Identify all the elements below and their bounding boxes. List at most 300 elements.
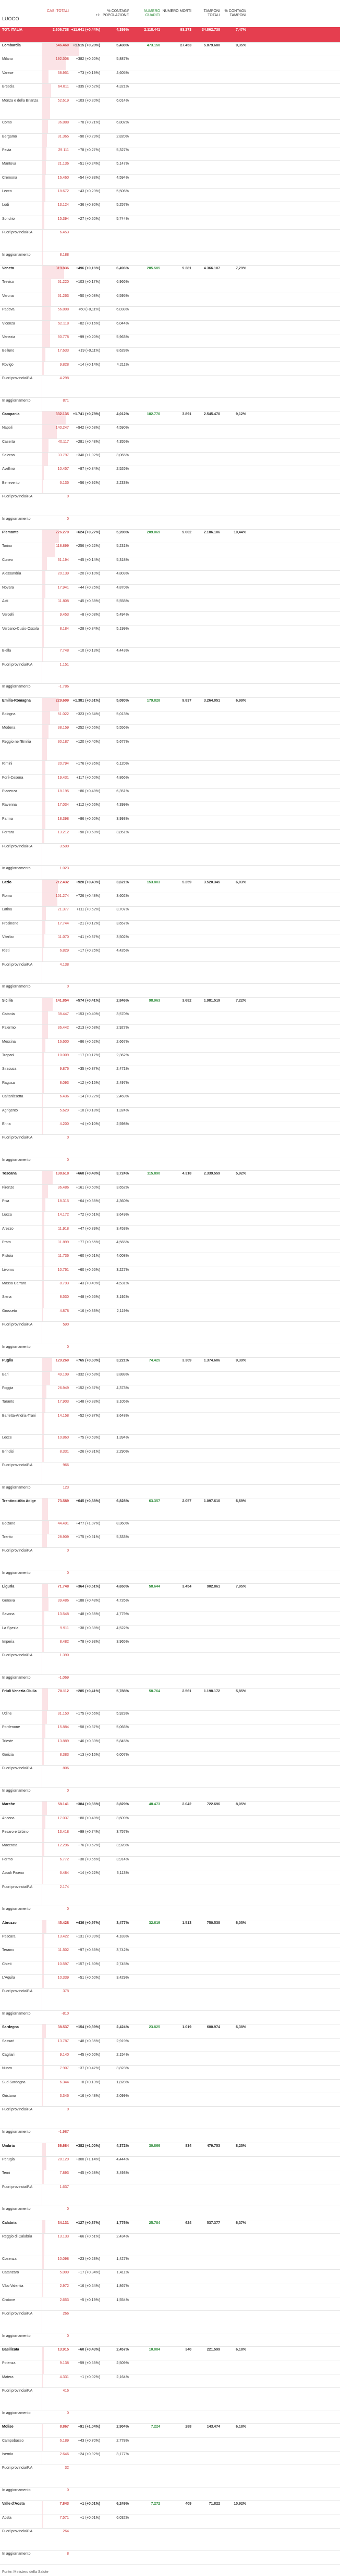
delta-value: +8 (+0,08%) [80, 613, 100, 617]
table-row [0, 1906, 340, 1920]
pct-tests-value: 6,99% [236, 698, 246, 703]
table-row [0, 1711, 340, 1724]
place-name: Friuli Venezia Giulia [2, 1690, 37, 1694]
pct-population-value: 2,927% [116, 1026, 129, 1030]
place-name: In aggiornamento [2, 517, 31, 521]
tests-value: 722.696 [207, 1803, 220, 1807]
cases-value: 3.500 [59, 844, 69, 848]
place-name: Varese [2, 71, 14, 75]
delta-value: +340 (+1,02%) [76, 454, 100, 458]
cases-value: 20.139 [57, 572, 69, 576]
place-name: Potenza [2, 2361, 16, 2366]
place-name: Napoli [2, 426, 13, 430]
delta-value: +112 (+0,66%) [76, 803, 100, 807]
delta-value: +154 (+0,39%) [76, 2025, 100, 2030]
place-name: Viterbo [2, 935, 14, 939]
cases-value: 13.787 [57, 2039, 69, 2043]
table-row [0, 1449, 340, 1462]
place-name: Umbria [2, 2144, 15, 2148]
table-row [0, 598, 340, 612]
place-name: In aggiornamento [2, 867, 31, 871]
deaths-value: 1.513 [182, 1921, 191, 1925]
cases-value: 11.918 [58, 1227, 69, 1231]
table-row [0, 56, 340, 70]
deaths-value: 5.259 [182, 880, 191, 884]
cases-value: 8.331 [59, 1449, 69, 1454]
cases-value: 18.398 [57, 817, 69, 821]
table-row [0, 761, 340, 774]
delta-value: +47 (+0,39%) [78, 1227, 100, 1231]
delta-value: +60 (+0,11%) [78, 308, 100, 312]
pct-population-value: 5,066% [116, 1725, 129, 1730]
cases-value: 2.606.738 [52, 28, 69, 32]
tests-value: 479.753 [207, 2144, 220, 2148]
cases-value: 13.548 [57, 1612, 69, 1617]
table-row [0, 321, 340, 334]
place-name: Macerata [2, 1844, 18, 1848]
place-name: Lucca [2, 1213, 12, 1217]
cases-value: 806 [63, 1767, 69, 1771]
delta-value: +45 (+0,50%) [78, 2053, 100, 2057]
header-pct-tamponi: % CONTAGI/ TAMPONI [224, 9, 246, 17]
cases-value: 9.140 [59, 2053, 69, 2057]
table-row [0, 2129, 340, 2143]
table-row [0, 725, 340, 739]
table-row [0, 893, 340, 907]
delta-value: +64 (+0,35%) [78, 1199, 100, 1203]
table-row [0, 1157, 340, 1171]
delta-value: +73 (+0,19%) [78, 71, 100, 75]
cases-value: 13.418 [57, 1830, 69, 1834]
cases-value: 28.909 [57, 1535, 69, 1540]
deaths-value: 624 [185, 2221, 191, 2225]
pct-population-value: 1,324% [116, 1108, 129, 1112]
cases-value: 38.537 [57, 2025, 69, 2030]
delta-value: +38 (+0,38%) [78, 1626, 100, 1630]
tests-value: 3.520.345 [203, 880, 220, 884]
place-name: Lombardia [2, 44, 21, 48]
delta-value: +175 (+0,56%) [76, 1711, 100, 1716]
table-row [0, 1485, 340, 1498]
table-row [0, 202, 340, 216]
table-row [0, 962, 340, 984]
cases-value: 38.447 [57, 1012, 69, 1017]
cases-value: 0 [67, 985, 69, 989]
place-name: Chieti [2, 1962, 11, 1966]
cases-value: 8 [67, 2552, 69, 2556]
tests-value: 1.981.519 [203, 998, 220, 1003]
delta-value: +52 (+0,37%) [78, 1414, 100, 1418]
delta-value: +75 (+0,69%) [78, 1436, 100, 1440]
table-row [0, 2388, 340, 2410]
table-row [0, 1212, 340, 1226]
cases-value: 138.618 [55, 1172, 69, 1176]
pct-population-value: 5,208% [116, 531, 129, 535]
cases-value: 192.508 [55, 57, 69, 61]
table-row [0, 1198, 340, 1212]
table-row [0, 775, 340, 789]
pct-population-value: 3,227% [116, 1268, 129, 1272]
pct-population-value: 5,318% [116, 558, 129, 562]
place-name: Frosinone [2, 921, 19, 926]
table-row [0, 2170, 340, 2184]
place-name: Fuori provincia/P.A [2, 2185, 33, 2189]
cases-value: 0 [67, 2488, 69, 2492]
pct-tests-value: 10,44% [234, 531, 246, 535]
pct-population-value: 2,667% [116, 1040, 129, 1044]
cases-value: 36.442 [57, 1026, 69, 1030]
pct-population-value: 1,554% [116, 2298, 129, 2302]
delta-value: +51 (+0,24%) [78, 162, 100, 166]
cases-value: 7.893 [59, 2171, 69, 2175]
delta-value: +17 (+0,17%) [78, 1054, 100, 1058]
pct-population-value: 1,427% [116, 2257, 129, 2261]
place-name: Sardegna [2, 2025, 19, 2030]
table-row [0, 2093, 340, 2107]
cases-value: 0 [67, 1345, 69, 1349]
pct-population-value: 4,211% [116, 362, 129, 367]
delta-value: +90 (+0,68%) [78, 831, 100, 835]
table-row [0, 802, 340, 816]
delta-value: +60 (+0,56%) [78, 1268, 100, 1272]
pct-population-value: 3,648% [116, 1414, 129, 1418]
healed-value: 473.150 [147, 44, 160, 48]
cases-value: 7.843 [59, 2502, 69, 2506]
pct-population-value: 5,506% [116, 189, 129, 193]
place-name: Pordenone [2, 1725, 20, 1730]
place-name: In aggiornamento [2, 1675, 31, 1680]
place-name: Bologna [2, 712, 16, 716]
table-row [0, 1816, 340, 1829]
delta-value: +14 (+0,22%) [78, 1095, 100, 1099]
deaths-value: 9.281 [182, 267, 191, 271]
cases-value: 0 [67, 1571, 69, 1575]
table-row [0, 1961, 340, 1975]
table-row [0, 134, 340, 147]
region-row [0, 1802, 340, 1815]
delta-value: +335 (+0,52%) [76, 85, 100, 89]
pct-population-value: 2,846% [116, 998, 129, 1003]
cases-value: 546.460 [55, 44, 69, 48]
place-name: Belluno [2, 349, 15, 353]
table-row [0, 252, 340, 266]
cases-value: 36.888 [57, 121, 69, 125]
cases-value: 13.915 [57, 2348, 69, 2352]
pct-population-value: 5,845% [116, 1739, 129, 1743]
table-row [0, 439, 340, 453]
delta-value: +45 (+0,14%) [78, 558, 100, 562]
table-row [0, 921, 340, 934]
pct-population-value: 4,372% [116, 2144, 129, 2148]
place-name: Ravenna [2, 803, 17, 807]
place-name: Fuori provincia/P.A [2, 1654, 33, 1658]
place-name: In aggiornamento [2, 1158, 31, 1162]
cases-value: 17.633 [57, 349, 69, 353]
cases-value: 123 [63, 1485, 69, 1490]
table-row [0, 1752, 340, 1766]
place-name: In aggiornamento [2, 985, 31, 989]
table-row [0, 1039, 340, 1053]
delta-value: +60 (+0,43%) [78, 2348, 100, 2352]
pct-population-value: 3,429% [116, 1975, 129, 1980]
pct-population-value: 4,355% [116, 440, 129, 444]
delta-value: +16 (+0,48%) [78, 2094, 100, 2098]
cases-value: 17.034 [57, 803, 69, 807]
pct-population-value: 3,065% [116, 454, 129, 458]
deaths-value: 1.019 [182, 2025, 191, 2030]
place-name: Arezzo [2, 1227, 14, 1231]
place-name: Roma [2, 894, 12, 898]
table-row [0, 2052, 340, 2066]
delta-value: +103 (+0,20%) [76, 98, 100, 103]
pct-population-value: 6,351% [116, 790, 129, 794]
delta-value: +60 (+0,51%) [78, 1254, 100, 1258]
delta-value: +120 (+0,40%) [76, 740, 100, 744]
table-row [0, 2297, 340, 2311]
table-row [0, 189, 340, 202]
delta-value: +323 (+0,64%) [76, 712, 100, 716]
pct-population-value: 5,744% [116, 217, 129, 221]
place-name: Calabria [2, 2221, 17, 2225]
healed-value: 182.770 [147, 412, 160, 416]
cases-value: 0 [67, 495, 69, 499]
table-row [0, 1521, 340, 1534]
table-row [0, 1829, 340, 1843]
tests-value: 2.339.559 [203, 1172, 220, 1176]
cases-value: -810 [61, 2011, 69, 2016]
pct-population-value: 4,183% [116, 1934, 129, 1939]
cases-value: 871 [63, 398, 69, 403]
place-name: Massa Carrara [2, 1282, 27, 1286]
cases-value: 0 [67, 517, 69, 521]
region-row [0, 698, 340, 711]
delta-value: +111 (+0,52%) [76, 908, 100, 912]
table-row [0, 230, 340, 252]
place-name: Pesaro e Urbino [2, 1830, 29, 1834]
region-row [0, 43, 340, 56]
place-name: In aggiornamento [2, 398, 31, 403]
place-name: Isernia [2, 2452, 14, 2456]
deaths-value: 93.273 [180, 28, 191, 32]
place-name: Fuori provincia/P.A [2, 495, 33, 499]
region-row [0, 2347, 340, 2360]
pct-population-value: 3,851% [116, 831, 129, 835]
table-row [0, 2080, 340, 2093]
cases-value: 590 [63, 1323, 69, 1327]
healed-value: 30.866 [149, 2144, 160, 2148]
place-name: Cuneo [2, 558, 13, 562]
cases-value: 73.589 [57, 1499, 69, 1504]
table-row [0, 1372, 340, 1385]
delta-value: +382 (+0,20%) [76, 57, 100, 61]
cases-value: 61.263 [57, 294, 69, 298]
table-row [0, 1548, 340, 1570]
cases-value: 212.432 [55, 880, 69, 884]
delta-value: +10 (+0,18%) [78, 1108, 100, 1112]
cases-value: 64.811 [58, 85, 69, 89]
delta-value: +496 (+0,16%) [76, 267, 100, 271]
healed-value: 179.828 [147, 698, 160, 703]
cases-value: 5.009 [59, 2270, 69, 2274]
cases-value: 5.629 [59, 1108, 69, 1112]
cases-value: 21.377 [57, 908, 69, 912]
place-name: Cremona [2, 176, 17, 180]
place-name: Savona [2, 1612, 15, 1617]
delta-value: +43 (+0,70%) [78, 2439, 100, 2443]
cases-value: 15.394 [57, 217, 69, 221]
delta-value: +50 (+0,08%) [78, 294, 100, 298]
place-name: Genova [2, 1598, 15, 1603]
place-name: Alessandria [2, 572, 21, 576]
place-name: Fuori provincia/P.A [2, 2466, 33, 2470]
table-row [0, 934, 340, 948]
region-row [0, 2220, 340, 2234]
place-name: Bolzano [2, 1521, 16, 1525]
delta-value: +45 (+0,58%) [78, 2171, 100, 2175]
place-name: Sicilia [2, 998, 13, 1003]
cases-value: 13.212 [57, 831, 69, 835]
table-row [0, 2551, 340, 2565]
delta-value: +1 (+0,02%) [80, 2375, 100, 2379]
cases-value: 21.136 [57, 162, 69, 166]
place-name: Salerno [2, 454, 15, 458]
cases-value: 70.112 [57, 1690, 69, 1694]
cases-value: 378 [63, 1990, 69, 1994]
delta-value: +44 (+0,25%) [78, 585, 100, 590]
header-luogo: LUOGO [2, 16, 19, 21]
cases-value: 18.672 [57, 189, 69, 193]
deaths-value: 9.837 [182, 698, 191, 703]
place-name: Livorno [2, 1268, 14, 1272]
pct-population-value: 6,014% [116, 98, 129, 103]
region-row [0, 2024, 340, 2038]
table-row [0, 2157, 340, 2170]
delta-value: +17 (+0,25%) [78, 949, 100, 953]
delta-value: +12 (+0,15%) [78, 1081, 100, 1085]
delta-value: +41 (+0,37%) [78, 935, 100, 939]
delta-value: +213 (+0,58%) [76, 1026, 100, 1030]
pct-population-value: 2,434% [116, 2234, 129, 2239]
pct-population-value: 3,993% [116, 817, 129, 821]
table-row [0, 334, 340, 348]
table-row [0, 494, 340, 516]
table-row [0, 1843, 340, 1856]
pct-population-value: 6,120% [116, 762, 129, 766]
delta-value: +384 (+0,66%) [76, 1803, 100, 1807]
header-tamponi: TAMPONI TOTALI [203, 9, 220, 17]
place-name: Sassari [2, 2039, 15, 2043]
healed-value: 209.069 [147, 531, 160, 535]
place-name: Reggio nell'Emilia [2, 740, 31, 744]
region-row [0, 880, 340, 893]
table-row [0, 2487, 340, 2501]
delta-value: +36 (+0,30%) [78, 203, 100, 207]
table-row [0, 1185, 340, 1198]
cases-value: 7.907 [59, 2067, 69, 2071]
delta-value: +4 (+0,10%) [80, 1122, 100, 1126]
cases-value: 58.141 [57, 1803, 69, 1807]
place-name: Trieste [2, 1739, 14, 1743]
cases-value: 2.646 [59, 2452, 69, 2456]
healed-value: 10.084 [149, 2348, 160, 2352]
cases-value: 52.619 [57, 98, 69, 103]
header-morti: NUMERO MORTI [162, 9, 191, 13]
pct-population-value: 4,399% [116, 28, 129, 32]
pct-population-value: 4,870% [116, 585, 129, 590]
pct-population-value: 4,779% [116, 1612, 129, 1617]
table-row [0, 293, 340, 307]
place-name: Imperia [2, 1640, 15, 1644]
pct-population-value: 6,802% [116, 121, 129, 125]
pct-tests-value: 5,85% [236, 1690, 246, 1694]
pct-population-value: 2,778% [116, 2439, 129, 2443]
place-name: Cosenza [2, 2257, 17, 2261]
cases-value: 61.220 [57, 280, 69, 284]
delta-value: +1.381 (+0,61%) [72, 698, 100, 703]
cases-value: 6.135 [59, 481, 69, 485]
delta-value: +1.515 (+0,28%) [72, 44, 100, 48]
cases-value: 45.428 [57, 1921, 69, 1925]
place-name: Foggia [2, 1386, 14, 1390]
cases-value: 9.911 [60, 1626, 69, 1630]
pct-population-value: 5,199% [116, 627, 129, 631]
place-name: Emilia-Romagna [2, 698, 31, 703]
pct-population-value: 6,032% [116, 2516, 129, 2520]
cases-value: 0 [67, 1789, 69, 1793]
cases-value: 31.194 [57, 558, 69, 562]
place-name: Firenze [2, 1185, 15, 1190]
place-name: Nuoro [2, 2067, 13, 2071]
healed-value: 98.963 [149, 998, 160, 1003]
cases-value: 13.124 [57, 203, 69, 207]
place-name: Grosseto [2, 1309, 17, 1313]
pct-population-value: 2,119% [116, 1309, 129, 1313]
tests-value: 4.366.107 [203, 267, 220, 271]
cases-value: 140.247 [55, 426, 69, 430]
table-row [0, 1066, 340, 1080]
cases-value: 17.037 [57, 1816, 69, 1820]
cases-value: 51.022 [57, 712, 69, 716]
pct-population-value: 3,888% [116, 1372, 129, 1377]
cases-value: 0 [67, 1907, 69, 1911]
pct-population-value: 3,609% [116, 1816, 129, 1820]
pct-tests-value: 6,05% [236, 1921, 246, 1925]
cases-value: 29.111 [58, 148, 69, 152]
cases-value: 17.903 [57, 1400, 69, 1404]
delta-value: +21 (+0,12%) [78, 921, 100, 926]
deaths-value: 3.309 [182, 1359, 191, 1363]
place-name: Terni [2, 2171, 10, 2175]
place-name: Venezia [2, 335, 15, 339]
table-row [0, 2234, 340, 2256]
pct-population-value: 3,570% [116, 1012, 129, 1017]
cases-value: 2.174 [59, 1885, 69, 1889]
pct-population-value: 3,914% [116, 1857, 129, 1861]
place-name: Fuori provincia/P.A [2, 1136, 33, 1140]
pct-population-value: 5,677% [116, 740, 129, 744]
table-row [0, 1025, 340, 1039]
place-name: Lazio [2, 880, 11, 884]
cases-value: 1.151 [59, 662, 69, 667]
table-row [0, 1322, 340, 1344]
table-row [0, 2465, 340, 2487]
table-row [0, 1399, 340, 1412]
total-row [0, 27, 340, 43]
place-name: Fuori provincia/P.A [2, 1323, 33, 1327]
pct-tests-value: 7,22% [236, 998, 246, 1003]
pct-population-value: 3,757% [116, 1830, 129, 1834]
table-row [0, 1934, 340, 1947]
